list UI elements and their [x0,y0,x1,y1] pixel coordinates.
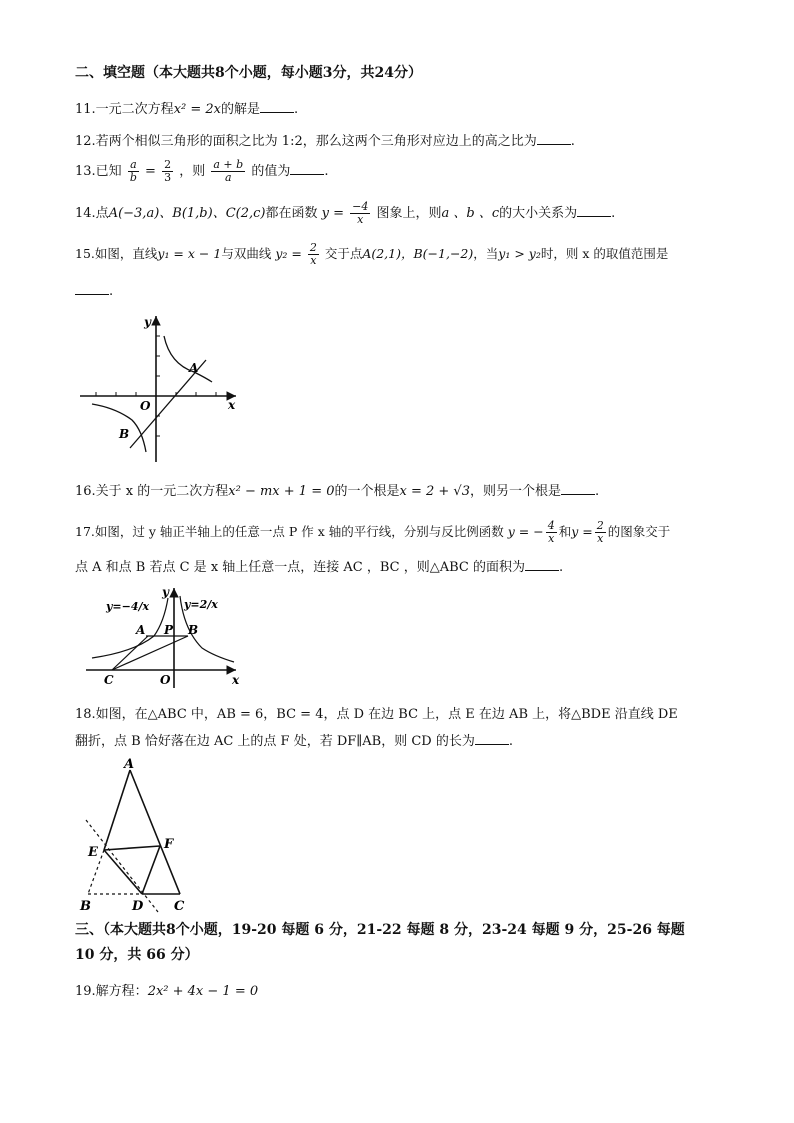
origin-label: O [140,399,151,413]
figure-15 [76,312,246,464]
q16-prefix: 16.关于 x 的一元二次方程 [75,484,229,499]
q13-mid: ，则 [179,164,206,179]
answer-blank [260,100,294,113]
figure-17 [84,584,244,690]
point-label-a: A [124,757,135,772]
hyperbola-branch-right [164,336,212,382]
q17-func2: y = [571,524,593,539]
axis-label-y: y [144,315,151,329]
question-19 [75,983,258,1001]
answer-blank [525,558,559,571]
q14-suffix: 图象上，则 [376,206,442,221]
q14-tail: 的大小关系为 [499,206,578,221]
axis-label-x: x [232,673,240,687]
point-label-p: P [164,623,174,637]
question-17-line2 [75,558,563,577]
segment-ef [104,846,160,850]
question-18: 18.如图，在△ABC 中，AB = 6，BC = 4，点 D 在边 BC 上，点 E 在边 AB 上，将△BDE 沿直线 DE [75,707,678,722]
origin-label: O [160,673,171,687]
q14-function: y = [321,206,344,221]
q17-line2: 点 A 和点 B 若点 C 是 x 轴上任意一点，连接 AC ，BC ，则△ABC 的面积为 [75,560,526,575]
q11-suffix: 的解是 [221,102,261,117]
question-15 [75,240,668,268]
q15-end: . [109,284,114,299]
q18-end: . [508,734,513,749]
fraction: $\frac{2}{x}$ [596,519,604,545]
q11-end: . [294,102,299,117]
fraction: $\frac{a + b}{a}$ [213,158,244,184]
point-label-d: D [132,899,144,914]
answer-blank [475,732,509,745]
q13-end: . [324,164,329,179]
q15-prefix: 15.如图，直线 [75,246,158,261]
segment-bc [112,636,188,670]
segment-ed [104,850,142,894]
fraction: $\frac{2}{x}$ [309,241,317,267]
side-ab [104,770,130,850]
question-11 [75,100,298,119]
equals-sign: = [145,164,156,179]
q15-mid: 与双曲线 [221,246,272,261]
fraction: $\frac{2}{3}$ [164,158,172,184]
q12-text: 12.若两个相似三角形的面积之比为 1:2，那么这两个三角形对应边上的高之比为 [75,134,537,149]
q14-points: A(−3,a)、B(1,b)、C(2,c) [108,206,266,221]
q15-mid2: 交于点 [324,246,363,261]
q14-prefix: 14.点 [75,206,109,221]
question-14 [75,200,615,228]
point-label-c: C [104,673,114,687]
point-label-a: A [136,623,146,637]
point-label-c: C [174,899,185,914]
q16-end: . [595,484,600,499]
q16-mid: 的一个根是 [334,484,400,499]
q13-suffix: 的值为 [251,164,291,179]
q17-line1-suffix: 的图象交于 [607,524,671,539]
point-label-b: B [119,427,130,441]
q11-prefix: 11.一元二次方程 [75,102,174,117]
fraction: $\frac{4}{x}$ [547,519,555,545]
answer-blank [561,482,595,495]
fraction: $\frac{a}{b}$ [129,158,137,184]
curve-label-left: y=−4/x [106,600,150,613]
q14-vars: a 、b 、c [441,206,500,221]
section-3-heading: 三、（本大题共8个小题，19-20 每题 6 分，21-22 每题 8 分，23-24 每题 9 分，25-26 每题 [75,922,685,938]
q19-equation: 2x² + 4x − 1 = 0 [147,984,259,999]
question-18-line2 [75,732,513,751]
q19-prefix: 19.解方程： [75,984,148,999]
q11-equation: x² = 2x [173,102,221,117]
q18-line2: 翻折，点 B 恰好落在边 AC 上的点 F 处，若 DF∥AB，则 CD 的长为 [75,734,475,749]
q17-line1-prefix: 17.如图，过 y 轴正半轴上的任意一点 P 作 x 轴的平行线，分别与反比例函数 [75,524,504,539]
segment-df [142,846,160,894]
question-15-line2 [75,282,113,301]
question-12 [75,132,575,151]
answer-blank [577,204,611,217]
point-label-f: F [164,837,174,852]
q15-inequality: y₁ > y₂ [498,246,541,261]
question-17 [75,518,670,546]
q14-end: . [611,206,616,221]
side-ac [130,770,180,894]
q16-root: x = 2 + √3 [399,484,470,499]
q15-hyperbola: y₂ = [275,246,302,261]
answer-blank [537,132,571,145]
q13-prefix: 13.已知 [75,164,122,179]
question-16 [75,482,599,501]
axis-label-x: x [228,398,236,412]
axis-label-y: y [162,585,169,599]
q17-func1: y = − [507,524,544,539]
dashed-fold-line [86,820,158,912]
q16-equation: x² − mx + 1 = 0 [228,484,335,499]
section-heading: 二、填空题（本大题共8个小题，每小题3分，共24分） [75,65,422,81]
question-13 [75,158,328,186]
answer-blank [75,282,109,295]
answer-blank [290,162,324,175]
figure-18 [76,756,192,916]
q15-mid3: ，当 [473,246,499,261]
q15-suffix: 时，则 x 的取值范围是 [540,246,669,261]
q14-mid: 都在函数 [265,206,318,221]
q15-points: A(2,1)，B(−1,−2) [362,246,474,261]
point-label-a: A [189,361,199,375]
point-label-b: B [80,899,91,914]
q16-suffix: ，则另一个根是 [470,484,562,499]
point-label-b: B [188,623,199,637]
q17-and: 和 [558,524,572,539]
curve-label-right: y=2/x [184,598,218,611]
q12-end: . [570,134,575,149]
point-label-e: E [88,845,98,860]
section-3-heading-line2: 10 分，共 66 分） [75,947,199,963]
q17-end: . [559,560,564,575]
q15-line: y₁ = x − 1 [157,246,222,261]
fraction: $\frac{-4}{x}$ [352,200,369,226]
